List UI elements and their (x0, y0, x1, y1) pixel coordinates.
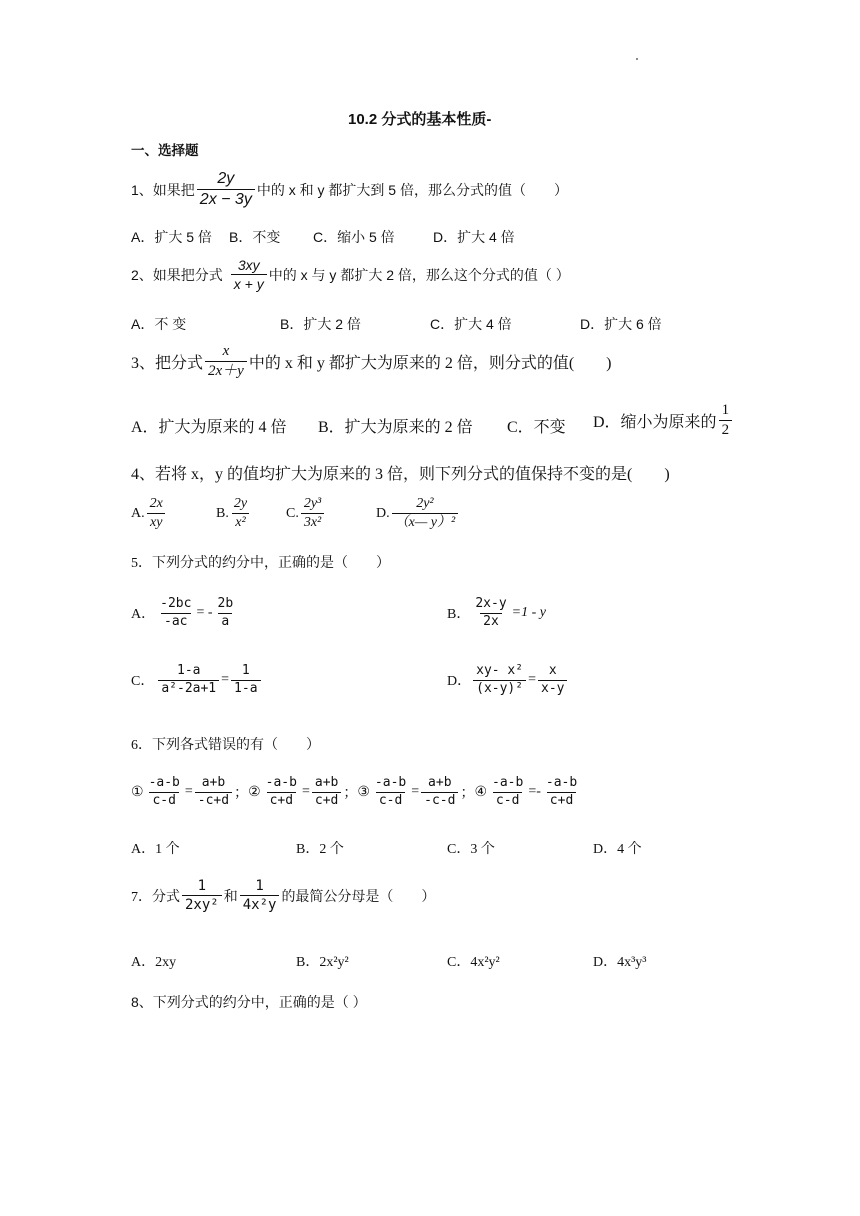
q7-f2-denominator: 4x²y (240, 895, 280, 913)
q3-numerator: x (222, 343, 230, 359)
q6-item2-right-denominator: c+d (312, 792, 341, 809)
q2-numerator: 3xy (237, 257, 260, 273)
q1-prefix: 1、如果把 (131, 181, 195, 198)
q6-option-c: C．3 个 (447, 842, 495, 857)
q2-denominator: x + y (231, 274, 267, 292)
q5-a-right-fraction (215, 597, 237, 630)
q6-item3-left-denominator: c-d (376, 792, 405, 809)
q7-f2-numerator: 1 (255, 878, 264, 894)
q5-option-d: D． $\frac{\text{xy- x²}}{\text{(x-y)²}}$ = $\frac{x}{x-y}$ (447, 664, 569, 697)
q5-a-equals: = - (196, 605, 213, 621)
q5-d-left-fraction (473, 664, 526, 697)
q1-suffix: 中的 x 和 y 都扩大到 5 倍，那么分式的值（ ） (256, 181, 568, 198)
q5-c-denominator: a²-2a+1 (158, 680, 219, 697)
q6-item1-right (195, 776, 232, 809)
q7-option-c: C．4x²y² (447, 955, 500, 970)
q5-c-right-numerator: 1 (241, 663, 250, 678)
q6-item2-left (263, 776, 300, 809)
q4-a-label: A. (131, 505, 145, 521)
question-8: 8、下列分式的约分中，正确的是（ ） (131, 994, 367, 1010)
q5-a-right-denominator: a (218, 613, 232, 630)
q6-item2-eq: = (301, 784, 310, 800)
q2-option-d: D．扩大 6 倍 (580, 316, 662, 332)
q6-item3-left (372, 776, 409, 809)
question-6: 6．下列各式错误的有（ ） (131, 738, 320, 753)
q6-item4-left-denominator: c-d (493, 792, 522, 809)
q6-item4-eq: =- (528, 784, 541, 800)
q6-mark-1: ① (131, 784, 144, 800)
q5-d-right-numerator: x (548, 663, 557, 678)
q4-a-denominator: xy (147, 513, 165, 531)
q4-a-fraction (147, 496, 166, 531)
q6-expressions (131, 776, 582, 809)
q3-d-denominator: 2 (719, 420, 733, 439)
q4-d-label: D. (376, 505, 390, 521)
q6-item2-left-denominator: c+d (267, 792, 296, 809)
q6-item3-right-numerator: a+b (428, 775, 452, 790)
q6-option-b: B．2 个 (296, 842, 344, 857)
q3-prefix: 3、把分式 (131, 355, 204, 373)
q6-item1-sep: ； (234, 786, 249, 802)
q2-prefix: 2、如果把分式 (131, 266, 223, 283)
q5-b-label: B． (447, 607, 471, 623)
q6-item3-right (421, 776, 458, 809)
q5-a-denominator: -ac (161, 613, 190, 630)
q2-fraction (231, 257, 267, 292)
q6-item1-right-numerator: a+b (201, 775, 226, 790)
q5-b-numerator: 2x-y (475, 596, 507, 611)
q7-f1-denominator: 2xy² (182, 895, 222, 913)
q5-c-numerator: 1-a (177, 663, 201, 678)
q6-item2-right (312, 776, 341, 809)
q6-item3-sep: ； (460, 786, 475, 802)
q2-suffix: 中的 x 与 y 都扩大 2 倍，那么这个分式的值（ ） (268, 266, 570, 283)
q4-d-denominator: （x— y）² (392, 513, 459, 531)
q6-item1-right-denominator: -c+d (195, 792, 232, 809)
q7-fraction-1 (182, 878, 222, 913)
q5-a-numerator: -2bc (160, 596, 192, 611)
q1-option-c: C．缩小 5 倍 (313, 229, 395, 245)
q2-option-a: A．不 变 (131, 316, 187, 332)
q7-suffix: 的最简公分母是（ ） (281, 889, 436, 905)
q6-item4-left-numerator: -a-b (492, 775, 524, 790)
q4-c-numerator: 2y³ (303, 496, 322, 511)
q4-option-c (286, 496, 326, 531)
q5-option-b (447, 597, 546, 630)
q6-item1-left-numerator: -a-b (148, 775, 180, 790)
q6-item4-left (489, 776, 526, 809)
q4-option-b (216, 496, 252, 531)
question-7 (131, 878, 435, 913)
q7-fraction-2 (240, 878, 280, 913)
q4-b-denominator: x² (232, 513, 248, 531)
q4-option-d (376, 496, 460, 531)
q5-b-result: =1 - y (511, 605, 546, 621)
q6-item4-right (543, 776, 580, 809)
page-title: 10.2 分式的基本性质- (348, 111, 492, 128)
q6-item4-right-numerator: -a-b (545, 775, 578, 790)
question-2 (131, 257, 570, 292)
q3-suffix: 中的 x 和 y 都扩大为原来的 2 倍，则分式的值( ) (248, 355, 612, 373)
q3-option-a: A．扩大为原来的 4 倍 (131, 419, 287, 436)
q7-option-d: D．4x³y³ (593, 955, 647, 970)
q3-denominator: 2x＋y (205, 361, 247, 380)
q2-option-c: C．扩大 4 倍 (430, 316, 512, 332)
q6-mark-3: ③ (357, 784, 370, 800)
q6-item2-left-numerator: -a-b (265, 775, 297, 790)
q1-option-b: B．不变 (229, 229, 281, 245)
q4-b-label: B. (216, 505, 229, 521)
q6-item3-left-numerator: -a-b (374, 775, 407, 790)
q4-c-label: C. (286, 505, 299, 521)
q4-option-a (131, 496, 168, 531)
q7-prefix: 7．分式 (131, 889, 180, 905)
q6-mark-2: ② (248, 784, 261, 800)
q6-item1-left-denominator: c-d (149, 792, 178, 809)
q2-option-b: B．扩大 2 倍 (280, 316, 361, 332)
q4-b-fraction (231, 496, 250, 531)
q4-c-fraction (301, 496, 324, 531)
q6-item4-right-denominator: c+d (547, 792, 576, 809)
q4-d-numerator: 2y² (416, 496, 434, 511)
q7-f1-numerator: 1 (197, 878, 207, 894)
q3-option-d-fraction (719, 402, 733, 440)
q4-d-fraction (392, 496, 459, 531)
q1-denominator: 2x − 3y (197, 189, 255, 209)
q5-option-a (131, 597, 238, 630)
q5-c-left-fraction (158, 664, 219, 697)
q3-option-c: C．不变 (507, 419, 566, 436)
q3-option-d-text: D．缩小为原来的 (593, 414, 717, 432)
q5-a-right-numerator: 2b (217, 596, 234, 611)
q6-item1-eq: = (184, 784, 193, 800)
q1-option-a: A．扩大 5 倍 (131, 229, 212, 245)
q4-c-denominator: 3x² (301, 513, 324, 531)
section-heading: 一、选择题 (131, 143, 199, 158)
q6-item3-eq: = (411, 784, 420, 800)
q5-d-denominator: (x-y)² (473, 680, 526, 697)
question-5: 5．下列分式的约分中，正确的是（ ） (131, 556, 390, 571)
q5-b-denominator: 2x (480, 613, 502, 630)
q5-c-right-denominator: 1-a (231, 680, 260, 697)
q4-a-numerator: 2x (149, 496, 163, 511)
question-3 (131, 343, 612, 381)
q7-option-a: A．2xy (131, 955, 177, 970)
q4-b-numerator: 2y (233, 496, 248, 511)
q5-a-label: A． (131, 607, 156, 623)
q5-option-c: C． $\frac{1-a}{\text{a²-2a+1}}$ = $\frac{1}{1-a}$ (131, 664, 263, 697)
q5-c-label: C． (131, 674, 155, 690)
q3-option-b: B．扩大为原来的 2 倍 (318, 419, 473, 436)
q6-item3-right-denominator: -c-d (421, 792, 458, 809)
q6-option-a: A．1 个 (131, 842, 180, 857)
q1-option-d: D．扩大 4 倍 (433, 229, 515, 245)
q5-b-fraction (472, 597, 509, 630)
q5-d-right-fraction (538, 664, 567, 697)
q3-d-numerator: 1 (721, 402, 730, 418)
q7-option-b: B．2x²y² (296, 955, 349, 970)
q5-a-left-fraction (157, 597, 194, 630)
q3-fraction (205, 343, 247, 381)
q6-item1-left (146, 776, 183, 809)
q5-d-label: D． (447, 674, 472, 690)
question-1 (131, 170, 568, 210)
q5-d-right-denominator: x-y (538, 680, 567, 697)
q6-mark-4: ④ (474, 784, 488, 800)
q7-and: 和 (223, 889, 238, 905)
q1-numerator: 2y (217, 170, 235, 187)
q3-option-d (593, 402, 734, 440)
page-dot (636, 58, 638, 60)
q5-c-right-fraction (231, 664, 260, 697)
q1-fraction (197, 170, 255, 210)
q6-item2-right-numerator: a+b (314, 775, 339, 790)
question-4: 4、若将 x，y 的值均扩大为原来的 3 倍，则下列分式的值保持不变的是( ) (131, 466, 670, 483)
q6-item2-sep: ； (343, 786, 358, 802)
q5-d-numerator: xy- x² (476, 663, 524, 678)
q6-option-d: D．4 个 (593, 842, 642, 857)
